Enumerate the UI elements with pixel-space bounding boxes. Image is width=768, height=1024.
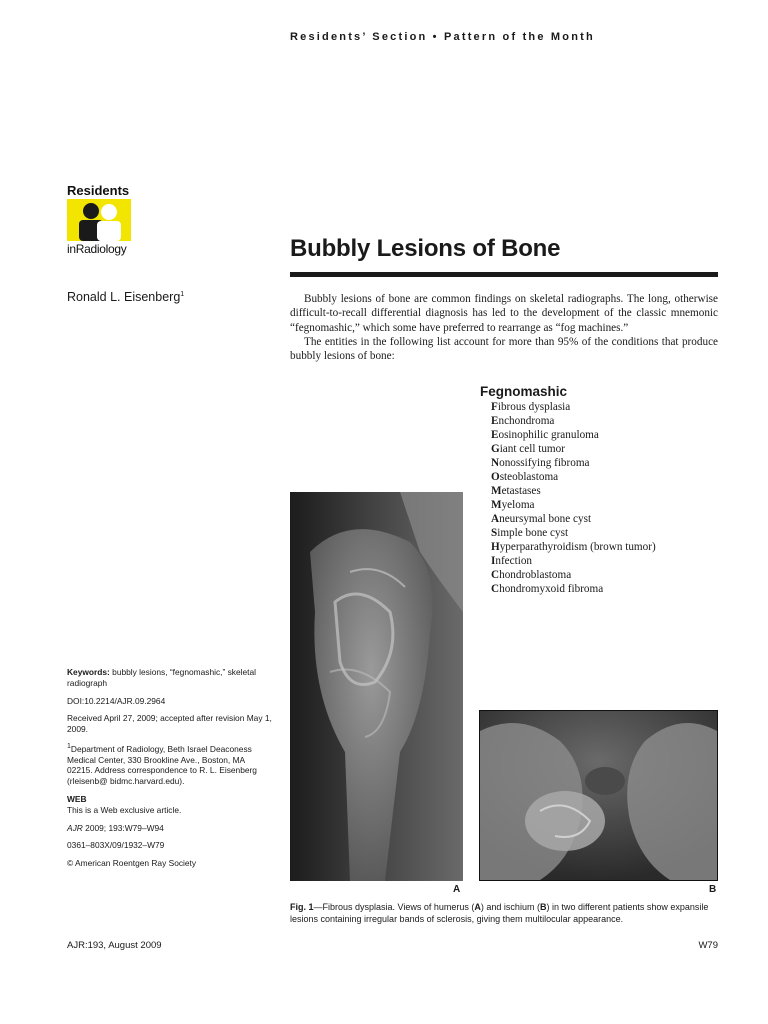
mnemonic-initial: S	[491, 527, 498, 539]
mnemonic-item	[491, 442, 656, 456]
mnemonic-rest: hondromyxoid fibroma	[499, 583, 604, 595]
footer-journal: AJR:193, August 2009	[67, 940, 162, 951]
figure-a-humerus-radiograph	[290, 492, 463, 881]
figure-caption	[290, 902, 718, 925]
figure-label-b: B	[709, 884, 717, 895]
affiliation-text: Department of Radiology, Beth Israel Deaconess Medical Center, 330 Brookline Ave., Boston, MA 02215. Address correspondence to R. L. Eisenberg (rleisenb@ bidmc.harvard.edu).	[67, 743, 257, 787]
mnemonic-rest: imple bone cyst	[497, 527, 569, 539]
caption-ref-a: A	[474, 902, 481, 912]
mnemonic-rest: yperparathyroidism (brown tumor)	[499, 541, 656, 553]
intro-text	[290, 292, 718, 363]
logo-people-icon	[67, 199, 131, 241]
caption-part-1: —Fibrous dysplasia. Views of humerus (	[313, 902, 475, 912]
section-header: Residents’ Section • Pattern of the Month	[290, 31, 595, 43]
mnemonic-item	[491, 400, 656, 414]
footer-page-number: W79	[698, 940, 718, 951]
doi: DOI:10.2214/AJR.09.2964	[67, 695, 166, 706]
mnemonic-item	[491, 582, 656, 596]
citation-journal: AJR	[67, 822, 83, 833]
citation-rest: 2009; 193:W79–W94	[82, 822, 164, 833]
caption-part-2: ) and ischium (	[480, 902, 540, 912]
mnemonic-item	[491, 428, 656, 442]
mnemonic-rest: yeloma	[501, 499, 535, 511]
figure-label-a: A	[453, 884, 461, 895]
mnemonic-rest: steoblastoma	[499, 471, 559, 483]
intro-paragraph-2: The entities in the following list account for more than 95% of the conditions that produce bubbly lesions of bone:	[290, 335, 718, 363]
mnemonic-initial: O	[491, 471, 500, 483]
keywords-label: Keywords:	[67, 667, 110, 677]
mnemonic-item	[491, 456, 656, 470]
mnemonic-item	[491, 484, 656, 498]
mnemonic-initial: C	[491, 583, 500, 595]
mnemonic-initial: E	[491, 429, 499, 441]
mnemonic-initial: F	[491, 401, 498, 413]
mnemonic-rest: ibrous dysplasia	[497, 401, 571, 413]
mnemonic-item	[491, 554, 656, 568]
mnemonic-initial: M	[491, 499, 502, 511]
author-text: Ronald L. Eisenberg	[67, 290, 181, 304]
mnemonic-initial: M	[491, 485, 502, 497]
mnemonic-item	[491, 498, 656, 512]
mnemonic-initial: N	[491, 457, 500, 469]
mnemonic-item	[491, 540, 656, 554]
article-info-sidebar	[67, 667, 272, 876]
mnemonic-item	[491, 512, 656, 526]
caption-lead: Fig. 1	[290, 902, 314, 912]
mnemonic-rest: neursymal bone cyst	[499, 513, 592, 525]
web-note	[67, 794, 272, 816]
author-superscript: 1	[180, 290, 185, 298]
caption-ref-b: B	[539, 902, 547, 912]
mnemonic-list	[491, 400, 656, 596]
affiliation-superscript: 1	[67, 742, 71, 750]
mnemonic-rest: nfection	[495, 555, 533, 567]
mnemonic-rest: osinophilic granuloma	[498, 429, 599, 441]
logo-bottom-word: inRadiology	[67, 242, 127, 256]
affiliation	[67, 742, 272, 787]
mnemonic-item	[491, 568, 656, 582]
mnemonic-title: Fegnomashic	[480, 384, 568, 399]
mnemonic-initial: H	[491, 541, 500, 553]
article-title: Bubbly Lesions of Bone	[290, 235, 561, 262]
mnemonic-rest: hondroblastoma	[499, 569, 572, 581]
mnemonic-rest: nchondroma	[498, 415, 555, 427]
mnemonic-initial: I	[491, 555, 496, 567]
mnemonic-initial: G	[491, 443, 500, 455]
residents-in-radiology-logo	[67, 183, 137, 259]
mnemonic-initial: E	[491, 415, 499, 427]
mnemonic-rest: onossifying fibroma	[499, 457, 590, 469]
figure-b-ischium-radiograph	[479, 710, 718, 881]
web-label: WEB	[67, 793, 87, 804]
mnemonic-rest: etastases	[501, 485, 541, 497]
mnemonic-item	[491, 414, 656, 428]
intro-paragraph-1: Bubbly lesions of bone are common findings on skeletal radiographs. The long, otherwise difficult-to-recall differential diagnosis has led to the development of the classic mnemonic “fegnomashic,” which some have preferred to rearrange as “fog machines.”	[290, 293, 718, 334]
keywords	[67, 667, 272, 689]
title-rule	[290, 272, 718, 277]
keywords-text: bubbly lesions, “fegnomashic,” skeletal radiograph	[67, 667, 256, 688]
mnemonic-item	[491, 526, 656, 540]
mnemonic-initial: A	[491, 513, 500, 525]
mnemonic-rest: iant cell tumor	[499, 443, 565, 455]
issn: 0361–803X/09/1932–W79	[67, 840, 165, 851]
author-name	[67, 290, 184, 304]
web-text: This is a Web exclusive article.	[67, 804, 182, 815]
citation	[67, 823, 272, 834]
mnemonic-initial: C	[491, 569, 500, 581]
received-dates: Received April 27, 2009; accepted after revision May 1, 2009.	[67, 713, 272, 735]
caption-part-3: ) in two different patients show expansile lesions containing irregular bands of sclerosis, giving them multilocular appearance.	[290, 902, 709, 924]
copyright: © American Roentgen Ray Society	[67, 858, 197, 869]
logo-top-word: Residents	[67, 183, 130, 198]
mnemonic-item	[491, 470, 656, 484]
